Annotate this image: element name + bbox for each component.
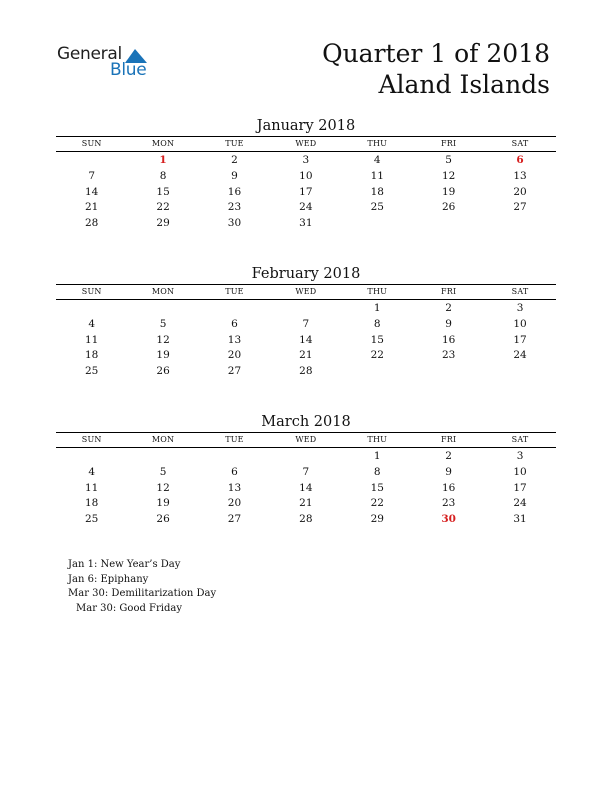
weekday-thu: THU <box>367 435 388 444</box>
day-cell: 16 <box>441 481 456 494</box>
logo-blue-text: Blue <box>110 60 147 80</box>
day-cell: 10 <box>513 465 527 478</box>
day-cell: 21 <box>85 201 99 214</box>
day-cell: 11 <box>85 481 99 494</box>
day-cell: 25 <box>85 513 99 526</box>
holiday-note: Jan 6: Epiphany <box>68 573 149 585</box>
week-row <box>56 348 556 364</box>
day-cell: 4 <box>88 317 96 330</box>
day-cell: 18 <box>370 185 384 198</box>
weekday-sun: SUN <box>81 287 102 296</box>
holiday-note: Jan 1: New Year’s Day <box>68 559 181 570</box>
title-country: Aland Islands <box>378 70 550 99</box>
weeks <box>56 301 556 380</box>
day-cell: 31 <box>513 513 527 526</box>
day-cell: 15 <box>370 481 384 494</box>
day-cell: 21 <box>299 497 313 510</box>
day-cell: 28 <box>85 217 99 230</box>
logo <box>57 44 157 84</box>
weekday-sun: SUN <box>81 435 102 444</box>
day-cell: 9 <box>445 465 452 478</box>
day-cell: 4 <box>373 154 381 166</box>
weekday-tue: TUE <box>225 287 244 296</box>
holiday-note: Mar 30: Demilitarization Day <box>68 588 217 599</box>
day-cell: 10 <box>299 169 313 182</box>
empty-day-cell <box>413 216 484 232</box>
day-cell: 23 <box>441 497 456 510</box>
empty-day-cell <box>484 216 555 232</box>
day-cell: 14 <box>85 185 99 198</box>
week-row <box>56 153 556 169</box>
holiday-day-cell: 1 <box>159 154 167 166</box>
day-cell: 25 <box>370 201 384 214</box>
weekday-thu: THU <box>367 287 388 296</box>
day-cell: 13 <box>227 481 242 494</box>
month-march <box>56 412 556 528</box>
day-cell: 22 <box>370 349 384 362</box>
weekday-header <box>56 136 556 152</box>
day-cell: 7 <box>88 169 96 182</box>
day-cell: 27 <box>227 365 242 378</box>
day-cell: 17 <box>299 185 313 198</box>
weekday-fri: FRI <box>440 435 457 444</box>
day-cell: 30 <box>227 217 242 230</box>
week-row <box>56 169 556 185</box>
holiday-day-cell: 6 <box>516 154 524 166</box>
week-row <box>56 449 556 465</box>
day-cell: 15 <box>370 333 384 346</box>
week-row <box>56 216 556 232</box>
weekday-sat: SAT <box>511 435 529 444</box>
day-cell: 16 <box>441 333 456 346</box>
day-cell: 6 <box>231 317 238 330</box>
weekday-sat: SAT <box>511 287 529 296</box>
day-cell: 11 <box>370 169 384 182</box>
day-cell: 19 <box>156 349 170 362</box>
day-cell: 11 <box>85 333 99 346</box>
day-cell: 2 <box>231 154 238 166</box>
day-cell: 9 <box>445 317 452 330</box>
day-cell: 23 <box>227 201 242 214</box>
day-cell: 20 <box>227 349 242 362</box>
day-cell: 3 <box>516 450 524 462</box>
day-cell: 9 <box>231 169 238 182</box>
day-cell: 14 <box>299 481 313 494</box>
day-cell: 28 <box>299 513 313 526</box>
empty-day-cell <box>484 364 555 380</box>
day-cell: 19 <box>156 497 170 510</box>
day-cell: 10 <box>513 317 527 330</box>
weekday-sun: SUN <box>81 139 102 148</box>
empty-day-cell <box>270 449 341 465</box>
day-cell: 24 <box>513 497 527 510</box>
weekday-wed: WED <box>295 287 317 296</box>
empty-day-cell <box>127 301 198 317</box>
day-cell: 7 <box>302 465 310 478</box>
day-cell: 5 <box>445 154 452 166</box>
weeks <box>56 153 556 232</box>
empty-day-cell <box>199 301 270 317</box>
day-cell: 6 <box>231 465 238 478</box>
day-cell: 29 <box>156 217 170 230</box>
day-cell: 2 <box>445 302 452 314</box>
week-row <box>56 465 556 481</box>
week-row <box>56 364 556 380</box>
day-cell: 12 <box>156 333 170 346</box>
day-cell: 17 <box>513 333 527 346</box>
week-row <box>56 333 556 349</box>
day-cell: 27 <box>513 201 527 214</box>
day-cell: 19 <box>441 185 456 198</box>
weekday-header <box>56 432 556 448</box>
weekday-mon: MON <box>151 139 175 148</box>
day-cell: 3 <box>516 302 524 314</box>
empty-day-cell <box>199 449 270 465</box>
logo-general-text: General <box>57 44 122 64</box>
day-cell: 25 <box>85 365 99 378</box>
month-title: January 2018 <box>256 118 356 134</box>
day-cell: 8 <box>159 169 167 182</box>
empty-day-cell <box>56 301 127 317</box>
weekday-mon: MON <box>151 435 175 444</box>
day-cell: 5 <box>159 465 167 478</box>
weekday-fri: FRI <box>440 287 457 296</box>
day-cell: 16 <box>227 185 242 198</box>
day-cell: 17 <box>513 481 527 494</box>
week-row <box>56 185 556 201</box>
empty-day-cell <box>342 216 413 232</box>
month-february <box>56 264 556 380</box>
day-cell: 26 <box>441 201 456 214</box>
day-cell: 14 <box>299 333 313 346</box>
day-cell: 8 <box>373 465 381 478</box>
weekday-thu: THU <box>367 139 388 148</box>
day-cell: 12 <box>156 481 170 494</box>
day-cell: 31 <box>299 217 313 230</box>
day-cell: 22 <box>370 497 384 510</box>
holiday-day-cell: 30 <box>441 513 456 526</box>
title-quarter: Quarter 1 of 2018 <box>322 39 550 68</box>
weekday-tue: TUE <box>225 435 244 444</box>
day-cell: 4 <box>88 465 96 478</box>
page-title <box>322 38 550 100</box>
empty-day-cell <box>127 449 198 465</box>
weekday-header <box>56 284 556 300</box>
day-cell: 21 <box>299 349 313 362</box>
day-cell: 28 <box>299 365 313 378</box>
day-cell: 7 <box>302 317 310 330</box>
day-cell: 2 <box>445 450 452 462</box>
holiday-notes <box>68 558 216 616</box>
weekday-wed: WED <box>295 139 317 148</box>
day-cell: 5 <box>159 317 167 330</box>
day-cell: 24 <box>299 201 313 214</box>
day-cell: 15 <box>156 185 170 198</box>
day-cell: 18 <box>85 497 99 510</box>
month-title: February 2018 <box>251 266 361 282</box>
day-cell: 20 <box>513 185 527 198</box>
day-cell: 8 <box>373 317 381 330</box>
week-row <box>56 200 556 216</box>
day-cell: 13 <box>227 333 242 346</box>
day-cell: 23 <box>441 349 456 362</box>
weekday-wed: WED <box>295 435 317 444</box>
day-cell: 1 <box>373 302 381 314</box>
holiday-note: Mar 30: Good Friday <box>76 602 182 614</box>
day-cell: 24 <box>513 349 527 362</box>
weekday-tue: TUE <box>225 139 244 148</box>
empty-day-cell <box>342 364 413 380</box>
day-cell: 18 <box>85 349 99 362</box>
month-january <box>56 116 556 232</box>
weekday-mon: MON <box>151 287 175 296</box>
empty-day-cell <box>56 449 127 465</box>
day-cell: 1 <box>373 450 381 462</box>
weeks <box>56 449 556 528</box>
day-cell: 26 <box>156 365 170 378</box>
empty-day-cell <box>270 301 341 317</box>
day-cell: 26 <box>156 513 170 526</box>
week-row <box>56 512 556 528</box>
day-cell: 13 <box>513 169 527 182</box>
day-cell: 27 <box>227 513 242 526</box>
empty-day-cell <box>56 153 127 169</box>
month-title: March 2018 <box>261 414 351 430</box>
week-row <box>56 481 556 497</box>
day-cell: 22 <box>156 201 170 214</box>
day-cell: 12 <box>441 169 456 182</box>
weekday-fri: FRI <box>440 139 457 148</box>
empty-day-cell <box>413 364 484 380</box>
weekday-sat: SAT <box>511 139 529 148</box>
week-row <box>56 496 556 512</box>
day-cell: 20 <box>227 497 242 510</box>
day-cell: 3 <box>302 154 310 166</box>
week-row <box>56 317 556 333</box>
day-cell: 29 <box>370 513 384 526</box>
week-row <box>56 301 556 317</box>
